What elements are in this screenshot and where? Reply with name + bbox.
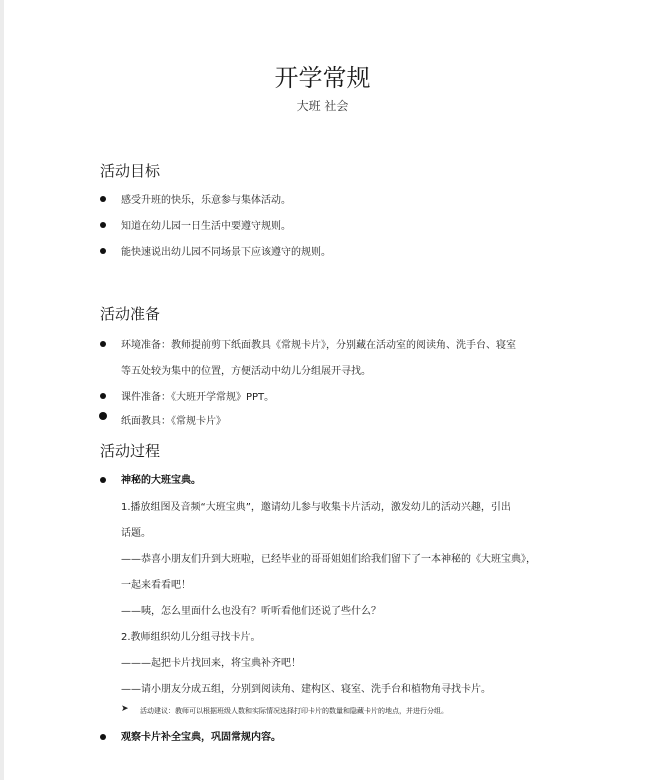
page-left-edge bbox=[0, 0, 4, 780]
bullet-icon bbox=[100, 196, 106, 202]
section-heading-prep: 活动准备 bbox=[100, 305, 161, 323]
process-line: ——请小朋友分成五组，分别到阅读角、建构区、寝室、洗手台和植物角寻找卡片。 bbox=[121, 684, 491, 695]
goal-item: 知道在幼儿园一日生活中要遵守规则。 bbox=[121, 221, 291, 232]
section-heading-process: 活动过程 bbox=[100, 442, 161, 460]
bullet-icon bbox=[100, 222, 106, 228]
bullet-icon bbox=[100, 341, 106, 347]
bullet-icon bbox=[100, 248, 106, 254]
process-line: 话题。 bbox=[121, 528, 151, 539]
page-title: 开学常规 bbox=[274, 64, 371, 92]
process-part2-title: 观察卡片补全宝典，巩固常规内容。 bbox=[121, 732, 281, 743]
process-line: ———起把卡片找回来，将宝典补齐吧！ bbox=[121, 658, 301, 669]
section-heading-goals: 活动目标 bbox=[100, 162, 161, 180]
process-line: 一起来看看吧！ bbox=[121, 580, 191, 591]
goal-item: 感受升班的快乐，乐意参与集体活动。 bbox=[121, 195, 291, 206]
process-line: 1.播放组图及音频“大班宝典”，邀请幼儿参与收集卡片活动，激发幼儿的活动兴趣，引出 bbox=[121, 502, 511, 513]
page-subtitle: 大班 社会 bbox=[296, 99, 349, 113]
process-line: ——咦，怎么里面什么也没有？听听看他们还说了些什么？ bbox=[121, 606, 381, 617]
prep-item-continued: 等五处较为集中的位置，方便活动中幼儿分组展开寻找。 bbox=[121, 366, 371, 377]
bullet-icon bbox=[100, 393, 106, 399]
goal-item: 能快速说出幼儿园不同场景下应该遵守的规则。 bbox=[121, 247, 331, 258]
activity-suggestion-note: 活动建议：教师可以根据班级人数和实际情况选择打印卡片的数量和隐藏卡片的地点，并进行分组。 bbox=[140, 707, 448, 715]
process-part1-title: 神秘的大班宝典。 bbox=[121, 475, 201, 486]
arrow-bullet-icon: ➤ bbox=[121, 704, 129, 714]
prep-item: 环境准备：教师提前剪下纸面教具《常规卡片》，分别藏在活动室的阅读角、洗手台、寝室 bbox=[121, 340, 516, 351]
prep-item: 纸面教具：《常规卡片》 bbox=[121, 416, 226, 427]
process-line: 2.教师组织幼儿分组寻找卡片。 bbox=[121, 632, 261, 643]
bullet-icon bbox=[100, 477, 106, 483]
bullet-icon bbox=[100, 734, 106, 740]
prep-item: 课件准备：《大班开学常规》PPT。 bbox=[121, 392, 275, 403]
process-line: ——恭喜小朋友们升到大班啦，已经毕业的哥哥姐姐们给我们留下了一本神秘的《大班宝典》， bbox=[121, 554, 536, 565]
bullet-icon bbox=[99, 412, 107, 420]
